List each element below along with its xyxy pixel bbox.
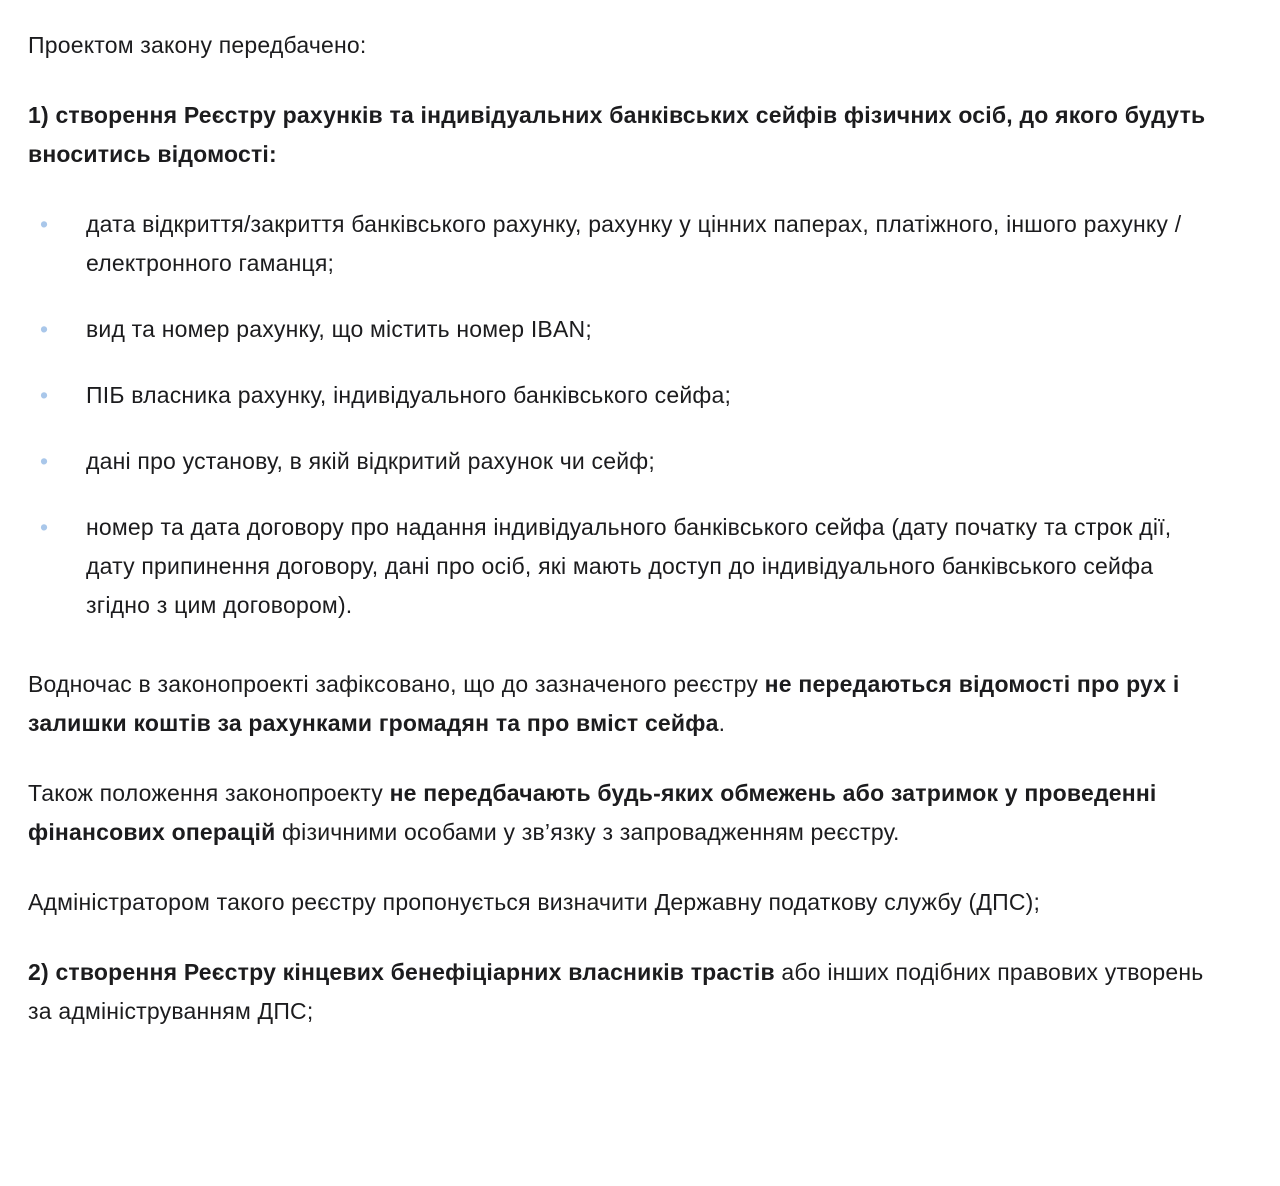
- administrator-paragraph: [28, 883, 1232, 922]
- bold-text-run: 2) створення Реєстру кінцевих бенефіціарних власників трастів: [28, 959, 775, 985]
- point-1-heading: [28, 96, 1232, 174]
- bold-text-run: не передбачають будь-яких обмежень або затримок у проведенні фінансових операцій: [28, 780, 1157, 845]
- text-run: ПІБ власника рахунку, індивідуального банківського сейфа;: [86, 382, 732, 408]
- bold-text-run: 1) створення Реєстру рахунків та індивідуальних банківських сейфів фізичних осіб, до якого будуть вноситись відомості:: [28, 102, 1206, 167]
- list-item: [28, 205, 1232, 283]
- text-run: вид та номер рахунку, що містить номер IBAN;: [86, 316, 592, 342]
- document-body: [28, 26, 1232, 1031]
- text-run: або інших подібних правових утворень за адмініструванням ДПС;: [28, 959, 1204, 1024]
- point-2-paragraph: [28, 953, 1232, 1031]
- list-item: [28, 310, 1232, 349]
- text-run: фізичними особами у зв’язку з запровадженням реєстру.: [275, 819, 900, 845]
- bullet-dot-icon: •: [40, 514, 49, 540]
- bullet-dot-icon: •: [40, 382, 49, 408]
- list-item-text: [86, 442, 1232, 481]
- list-item-text: [86, 376, 1232, 415]
- no-transfer-paragraph: [28, 665, 1232, 743]
- registry-data-list: [28, 205, 1232, 625]
- text-run: дата відкриття/закриття банківського рахунку, рахунку у цінних паперах, платіжного, іншого рахунку / електронного гаманця;: [86, 211, 1182, 276]
- list-item-text: [86, 508, 1232, 625]
- text-run: дані про установу, в якій відкритий рахунок чи сейф;: [86, 448, 655, 474]
- list-item: [28, 442, 1232, 481]
- text-run: Проектом закону передбачено:: [28, 32, 367, 58]
- bullet-dot-icon: •: [40, 316, 49, 342]
- text-run: .: [718, 710, 726, 736]
- list-item: [28, 508, 1232, 625]
- list-item-text: [86, 205, 1232, 283]
- text-run: Адміністратором такого реєстру пропонується визначити Державну податкову службу (ДПС);: [28, 889, 1041, 915]
- intro-paragraph: [28, 26, 1232, 65]
- list-item: [28, 376, 1232, 415]
- no-restrictions-paragraph: [28, 774, 1232, 852]
- text-run: Також положення законопроекту: [28, 780, 390, 806]
- bullet-dot-icon: •: [40, 448, 49, 474]
- bold-text-run: не передаються відомості про рух і залишки коштів за рахунками громадян та про вміст сейфа: [28, 671, 1180, 736]
- list-item-text: [86, 310, 1232, 349]
- bullet-dot-icon: •: [40, 211, 49, 237]
- text-run: номер та дата договору про надання індивідуального банківського сейфа (дату початку та строк дії, дату припинення договору, дані про осіб, які мають доступ до індивідуального банківського сейфа згідно з цим договором).: [86, 514, 1172, 618]
- text-run: Водночас в законопроекті зафіксовано, що до зазначеного реєстру: [28, 671, 765, 697]
